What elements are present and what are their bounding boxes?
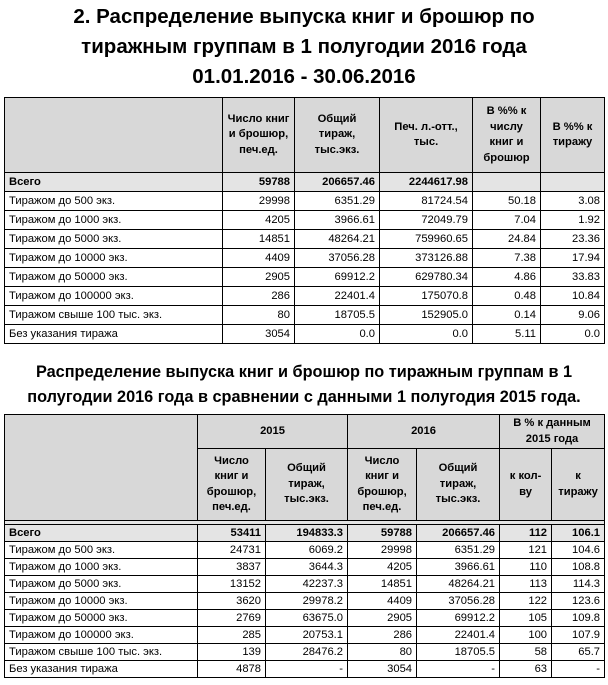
row-label: Тиражом до 5000 экз.	[5, 576, 198, 593]
column-header: к тиражу	[552, 449, 605, 521]
table-cell: 69912.2	[295, 268, 380, 287]
table-cell: 10.84	[541, 287, 605, 306]
table-cell: 0.48	[473, 287, 541, 306]
table-cell: 23.36	[541, 230, 605, 249]
table-cell: 58	[500, 644, 552, 661]
table-cell: 106.1	[552, 525, 605, 542]
table-cell: -	[552, 661, 605, 678]
table-cell: 37056.28	[417, 593, 500, 610]
row-label: Тиражом до 50000 экз.	[5, 268, 223, 287]
table-cell: 3966.61	[417, 559, 500, 576]
table-cell: 139	[198, 644, 266, 661]
row-label: Всего	[5, 173, 223, 192]
row-label: Тиражом до 10000 экз.	[5, 249, 223, 268]
row-label: Всего	[5, 525, 198, 542]
table-cell: 114.3	[552, 576, 605, 593]
table-cell: 14851	[348, 576, 417, 593]
table-cell: 5.11	[473, 325, 541, 344]
table-row-total	[5, 173, 605, 192]
comparison-title-line: Распределение выпуска книг и брошюр по тиражным группам в 1	[35, 363, 573, 381]
comparison-title-line: полугодии 2016 года в сравнении с данными 1 полугодия 2015 года.	[27, 388, 581, 406]
table-cell: 3054	[223, 325, 295, 344]
table-cell: 20753.1	[266, 627, 348, 644]
column-header-label	[5, 415, 198, 521]
report-title-line: тиражным группам в 1 полугодии 2016 года	[81, 35, 527, 58]
table-cell: 206657.46	[417, 525, 500, 542]
table-cell: 7.38	[473, 249, 541, 268]
table-cell: 121	[500, 542, 552, 559]
group-header-2015: 2015	[198, 415, 348, 449]
table-cell: 13152	[198, 576, 266, 593]
table-cell: 4205	[348, 559, 417, 576]
comparison-title	[0, 360, 608, 410]
report-title	[0, 2, 608, 92]
column-header: Число книг и брошюр, печ.ед.	[348, 449, 417, 521]
table-row	[5, 192, 605, 211]
table-row-total	[5, 525, 605, 542]
column-header: Печ. л.-отт., тыс.	[380, 98, 473, 173]
table-cell: 112	[500, 525, 552, 542]
table-cell: 0.0	[541, 325, 605, 344]
table-cell: 4.86	[473, 268, 541, 287]
row-label: Тиражом до 1000 экз.	[5, 559, 198, 576]
table-cell: 194833.3	[266, 525, 348, 542]
table-cell: 0.14	[473, 306, 541, 325]
table-cell: 6069.2	[266, 542, 348, 559]
table-cell: 2905	[348, 610, 417, 627]
column-header: к кол-ву	[500, 449, 552, 521]
table-cell: 22401.4	[295, 287, 380, 306]
table-cell: 29998	[223, 192, 295, 211]
table-cell: 69912.2	[417, 610, 500, 627]
table-cell: 48264.21	[417, 576, 500, 593]
table-row	[5, 627, 605, 644]
table-body	[5, 525, 605, 678]
table-row	[5, 249, 605, 268]
table-cell: 29978.2	[266, 593, 348, 610]
table-cell: 9.06	[541, 306, 605, 325]
table-cell: 4409	[348, 593, 417, 610]
row-label: Тиражом до 100000 экз.	[5, 287, 223, 306]
table-cell: -	[417, 661, 500, 678]
table-cell: 42237.3	[266, 576, 348, 593]
table-cell: 108.8	[552, 559, 605, 576]
table-cell: 24.84	[473, 230, 541, 249]
table-cell: 22401.4	[417, 627, 500, 644]
column-header	[5, 98, 223, 173]
table-cell: 123.6	[552, 593, 605, 610]
table-cell: 33.83	[541, 268, 605, 287]
table-cell: 18705.5	[417, 644, 500, 661]
table-row	[5, 211, 605, 230]
column-header: Число книг и брошюр, печ.ед.	[223, 98, 295, 173]
table-cell: 286	[348, 627, 417, 644]
table-row	[5, 306, 605, 325]
table-cell: 6351.29	[417, 542, 500, 559]
row-label: Тиражом до 1000 экз.	[5, 211, 223, 230]
table-row	[5, 576, 605, 593]
table-cell: 286	[223, 287, 295, 306]
row-label: Тиражом до 500 экз.	[5, 192, 223, 211]
table-cell: 4409	[223, 249, 295, 268]
table-cell: 63	[500, 661, 552, 678]
row-label: Тиражом до 50000 экз.	[5, 610, 198, 627]
row-label: Тиражом свыше 100 тыс. экз.	[5, 306, 223, 325]
table-cell	[473, 173, 541, 192]
table-cell: 72049.79	[380, 211, 473, 230]
table-row	[5, 230, 605, 249]
table-cell: 104.6	[552, 542, 605, 559]
group-header-2016: 2016	[348, 415, 500, 449]
table-body	[5, 173, 605, 344]
table-cell: 80	[348, 644, 417, 661]
table-cell: 107.9	[552, 627, 605, 644]
table-cell: 18705.5	[295, 306, 380, 325]
table-cell: 6351.29	[295, 192, 380, 211]
table-cell: 3054	[348, 661, 417, 678]
table-row	[5, 559, 605, 576]
table-cell: 48264.21	[295, 230, 380, 249]
row-label: Тиражом до 10000 экз.	[5, 593, 198, 610]
row-label: Тиражом свыше 100 тыс. экз.	[5, 644, 198, 661]
table-cell: 80	[223, 306, 295, 325]
table-cell: 110	[500, 559, 552, 576]
table-cell: 59788	[348, 525, 417, 542]
table-cell: 0.0	[295, 325, 380, 344]
table-cell: 17.94	[541, 249, 605, 268]
row-label: Тиражом до 500 экз.	[5, 542, 198, 559]
table-cell: 109.8	[552, 610, 605, 627]
table-cell: 3620	[198, 593, 266, 610]
table-cell: 37056.28	[295, 249, 380, 268]
table-cell: 3966.61	[295, 211, 380, 230]
column-header: В %% к числу книг и брошюр	[473, 98, 541, 173]
table-row	[5, 644, 605, 661]
table-cell: 7.04	[473, 211, 541, 230]
row-label: Тиражом до 5000 экз.	[5, 230, 223, 249]
table-cell: 122	[500, 593, 552, 610]
table-cell: 2769	[198, 610, 266, 627]
column-header: Число книг и брошюр, печ.ед.	[198, 449, 266, 521]
table-cell	[541, 173, 605, 192]
table-row	[5, 287, 605, 306]
table-row	[5, 268, 605, 287]
table-cell: 629780.34	[380, 268, 473, 287]
table-cell: 24731	[198, 542, 266, 559]
table-row	[5, 542, 605, 559]
table-row	[5, 325, 605, 344]
table-group-header-row	[5, 415, 605, 449]
comparison-table-2015-2016	[4, 414, 605, 678]
table-cell: 2905	[223, 268, 295, 287]
table-cell: 3.08	[541, 192, 605, 211]
report-title-line: 01.01.2016 - 30.06.2016	[192, 65, 416, 88]
table-row	[5, 610, 605, 627]
table-cell: 105	[500, 610, 552, 627]
table-cell: -	[266, 661, 348, 678]
table-cell: 4205	[223, 211, 295, 230]
table-header-row	[5, 98, 605, 173]
table-cell: 285	[198, 627, 266, 644]
table-cell: 373126.88	[380, 249, 473, 268]
table-cell: 152905.0	[380, 306, 473, 325]
table-cell: 2244617.98	[380, 173, 473, 192]
column-header: В %% к тиражу	[541, 98, 605, 173]
table-cell: 759960.65	[380, 230, 473, 249]
table-cell: 65.7	[552, 644, 605, 661]
row-label: Без указания тиража	[5, 325, 223, 344]
table-cell: 63675.0	[266, 610, 348, 627]
table-cell: 3837	[198, 559, 266, 576]
group-header-percent: В % к данным 2015 года	[500, 415, 605, 449]
report-title-line: 2. Распределение выпуска книг и брошюр по	[73, 5, 535, 28]
table-row	[5, 593, 605, 610]
table-cell: 206657.46	[295, 173, 380, 192]
table-cell: 0.0	[380, 325, 473, 344]
row-label: Тиражом до 100000 экз.	[5, 627, 198, 644]
table-cell: 53411	[198, 525, 266, 542]
table-cell: 81724.54	[380, 192, 473, 211]
table-cell: 59788	[223, 173, 295, 192]
table-cell: 1.92	[541, 211, 605, 230]
column-header: Общий тираж, тыс.экз.	[295, 98, 380, 173]
table-cell: 28476.2	[266, 644, 348, 661]
table-cell: 14851	[223, 230, 295, 249]
table-cell: 4878	[198, 661, 266, 678]
distribution-table-2016	[4, 97, 605, 344]
row-label: Без указания тиража	[5, 661, 198, 678]
table-cell: 100	[500, 627, 552, 644]
table-row	[5, 661, 605, 678]
column-header: Общий тираж, тыс.экз.	[266, 449, 348, 521]
column-header: Общий тираж, тыс.экз.	[417, 449, 500, 521]
table-cell: 113	[500, 576, 552, 593]
table-cell: 175070.8	[380, 287, 473, 306]
table-cell: 3644.3	[266, 559, 348, 576]
table-cell: 29998	[348, 542, 417, 559]
table-cell: 50.18	[473, 192, 541, 211]
